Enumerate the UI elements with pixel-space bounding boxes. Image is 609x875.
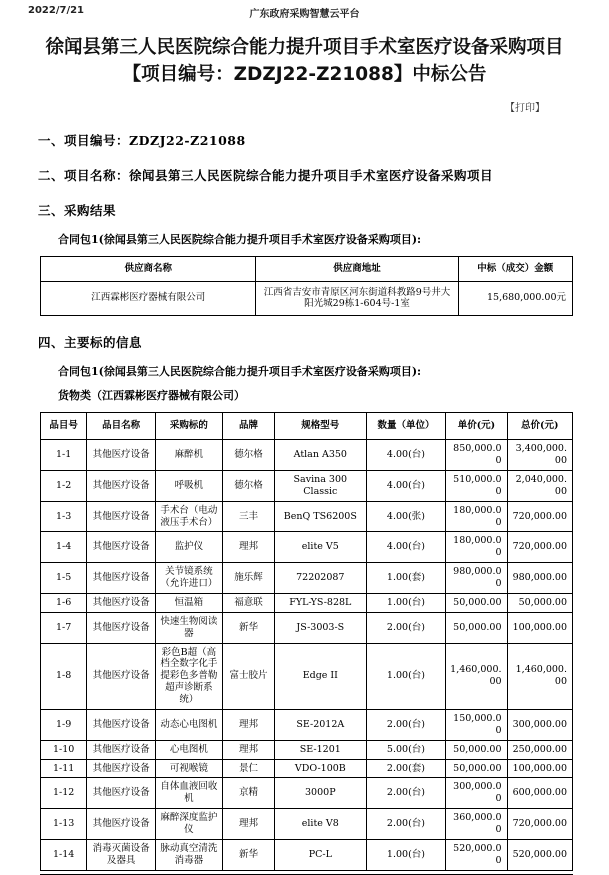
table-cell: 其他医疗设备 bbox=[87, 643, 156, 709]
table-row bbox=[41, 563, 573, 594]
table-cell: 理邦 bbox=[222, 740, 274, 759]
column-header: 中标（成交）金额 bbox=[458, 256, 572, 281]
document-body bbox=[38, 131, 572, 875]
print-button[interactable]: 【打印】 bbox=[505, 102, 545, 114]
goods-category-line: 货物类（江西霖彬医疗器械有限公司） bbox=[58, 389, 245, 403]
table-cell: 自体血液回收机 bbox=[155, 778, 222, 809]
table-cell: 1-13 bbox=[41, 809, 87, 840]
table-cell: 180,000.00 bbox=[446, 532, 507, 563]
print-button-row bbox=[0, 99, 545, 114]
table-cell: 1-7 bbox=[41, 612, 87, 643]
table-cell: JS-3003-S bbox=[275, 612, 367, 643]
table-cell: 50,000.00 bbox=[446, 759, 507, 778]
contract-package-line-result: 合同包1(徐闻县第三人民医院综合能力提升项目手术室医疗设备采购项目): bbox=[58, 232, 422, 246]
section-procurement-result-heading: 三、采购结果 bbox=[38, 202, 117, 218]
table-cell: 1-1 bbox=[41, 440, 87, 471]
table-cell: 250,000.00 bbox=[507, 740, 572, 759]
table-cell: FYL-YS-828L bbox=[275, 593, 367, 612]
table-cell: 手术台（电动液压手术台） bbox=[155, 501, 222, 532]
table-cell: 1-10 bbox=[41, 740, 87, 759]
table-row bbox=[41, 440, 573, 471]
table-row bbox=[41, 709, 573, 740]
table-cell: 72202087 bbox=[275, 563, 367, 594]
table-cell: 心电图机 bbox=[155, 740, 222, 759]
table-cell: 理邦 bbox=[222, 709, 274, 740]
table-cell: 100,000.00 bbox=[507, 759, 572, 778]
table-cell: 其他医疗设备 bbox=[87, 778, 156, 809]
table-cell: 50,000.00 bbox=[446, 593, 507, 612]
table-cell: 1,460,000.00 bbox=[507, 643, 572, 709]
table-row bbox=[41, 839, 573, 870]
table-cell: Edge II bbox=[275, 643, 367, 709]
column-header: 供应商名称 bbox=[41, 256, 256, 281]
table-cell: 京精 bbox=[222, 778, 274, 809]
clipped-next-row-edge bbox=[40, 874, 573, 875]
table-cell: 动态心电图机 bbox=[155, 709, 222, 740]
table-cell: 江西省吉安市青原区河东街道科教路9号井大阳光城29栋1-604号-1室 bbox=[256, 281, 458, 316]
column-header: 品目号 bbox=[41, 413, 87, 440]
table-cell: 理邦 bbox=[222, 532, 274, 563]
column-header: 采购标的 bbox=[155, 413, 222, 440]
table-cell: 2,040,000.00 bbox=[507, 470, 572, 501]
table-row bbox=[41, 501, 573, 532]
table-cell: 其他医疗设备 bbox=[87, 759, 156, 778]
table-row bbox=[41, 778, 573, 809]
table-cell: 2.00(台) bbox=[366, 778, 446, 809]
table-cell: 麻醉深度监护仪 bbox=[155, 809, 222, 840]
table-cell: 理邦 bbox=[222, 809, 274, 840]
table-cell: 其他医疗设备 bbox=[87, 740, 156, 759]
table-cell: elite V8 bbox=[275, 809, 367, 840]
table-cell: 其他医疗设备 bbox=[87, 709, 156, 740]
table-cell: 720,000.00 bbox=[507, 809, 572, 840]
table-cell: 脉动真空清洗消毒器 bbox=[155, 839, 222, 870]
table-cell: 恒温箱 bbox=[155, 593, 222, 612]
table-cell: 3000P bbox=[275, 778, 367, 809]
table-row bbox=[41, 809, 573, 840]
table-cell: 其他医疗设备 bbox=[87, 809, 156, 840]
table-cell: BenQ TS6200S bbox=[275, 501, 367, 532]
table-cell: 300,000.00 bbox=[507, 709, 572, 740]
table-header-row bbox=[41, 413, 573, 440]
table-cell: 其他医疗设备 bbox=[87, 563, 156, 594]
platform-name: 广东政府采购智慧云平台 bbox=[249, 9, 360, 20]
table-row bbox=[41, 281, 573, 316]
table-cell: 德尔格 bbox=[222, 440, 274, 471]
table-cell: 5.00(台) bbox=[366, 740, 446, 759]
section-project-number: 一、项目编号：ZDZJ22-Z21088 bbox=[38, 132, 246, 148]
table-cell: VDO-100B bbox=[275, 759, 367, 778]
table-cell: 980,000.00 bbox=[507, 563, 572, 594]
table-cell: 50,000.00 bbox=[507, 593, 572, 612]
table-cell: 其他医疗设备 bbox=[87, 440, 156, 471]
table-cell: SE-1201 bbox=[275, 740, 367, 759]
table-cell: 850,000.00 bbox=[446, 440, 507, 471]
items-detail-table bbox=[40, 412, 573, 870]
table-cell: 麻醉机 bbox=[155, 440, 222, 471]
table-cell: 其他医疗设备 bbox=[87, 593, 156, 612]
print-header bbox=[0, 0, 609, 20]
table-cell: 720,000.00 bbox=[507, 501, 572, 532]
table-row bbox=[41, 593, 573, 612]
column-header: 规格型号 bbox=[275, 413, 367, 440]
table-row bbox=[41, 532, 573, 563]
table-cell: 其他医疗设备 bbox=[87, 532, 156, 563]
table-cell: 720,000.00 bbox=[507, 532, 572, 563]
section-main-subject-heading: 四、主要标的信息 bbox=[38, 335, 143, 351]
table-cell: 1-2 bbox=[41, 470, 87, 501]
table-cell: 300,000.00 bbox=[446, 778, 507, 809]
table-cell: 100,000.00 bbox=[507, 612, 572, 643]
column-header: 供应商地址 bbox=[256, 256, 458, 281]
table-cell: 4.00(台) bbox=[366, 440, 446, 471]
table-cell: 其他医疗设备 bbox=[87, 612, 156, 643]
table-cell: 50,000.00 bbox=[446, 612, 507, 643]
table-cell: 1-14 bbox=[41, 839, 87, 870]
table-cell: 新华 bbox=[222, 612, 274, 643]
table-cell: 180,000.00 bbox=[446, 501, 507, 532]
table-cell: 新华 bbox=[222, 839, 274, 870]
table-cell: 消毒灭菌设备及器具 bbox=[87, 839, 156, 870]
table-cell: Savina 300 Classic bbox=[275, 470, 367, 501]
table-cell: 关节镜系统（允许进口） bbox=[155, 563, 222, 594]
table-cell: Atlan A350 bbox=[275, 440, 367, 471]
table-cell: 快速生物阅读器 bbox=[155, 612, 222, 643]
table-cell: 150,000.00 bbox=[446, 709, 507, 740]
table-cell: 15,680,000.00元 bbox=[458, 281, 572, 316]
table-cell: 富士胶片 bbox=[222, 643, 274, 709]
table-cell: 1-6 bbox=[41, 593, 87, 612]
table-cell: 520,000.00 bbox=[507, 839, 572, 870]
table-cell: 50,000.00 bbox=[446, 740, 507, 759]
table-cell: 福意联 bbox=[222, 593, 274, 612]
table-cell: 1-4 bbox=[41, 532, 87, 563]
table-cell: 3,400,000.00 bbox=[507, 440, 572, 471]
table-cell: 2.00(台) bbox=[366, 612, 446, 643]
table-row bbox=[41, 612, 573, 643]
table-cell: 监护仪 bbox=[155, 532, 222, 563]
table-cell: 呼吸机 bbox=[155, 470, 222, 501]
table-cell: 景仁 bbox=[222, 759, 274, 778]
table-cell: 980,000.00 bbox=[446, 563, 507, 594]
table-cell: 德尔格 bbox=[222, 470, 274, 501]
table-cell: 2.00(台) bbox=[366, 809, 446, 840]
table-cell: 1-3 bbox=[41, 501, 87, 532]
table-cell: 1.00(台) bbox=[366, 593, 446, 612]
table-cell: 4.00(台) bbox=[366, 532, 446, 563]
contract-package-line-items: 合同包1(徐闻县第三人民医院综合能力提升项目手术室医疗设备采购项目): bbox=[58, 365, 422, 379]
table-cell: elite V5 bbox=[275, 532, 367, 563]
column-header: 品目名称 bbox=[87, 413, 156, 440]
table-cell: 1.00(套) bbox=[366, 563, 446, 594]
table-cell: 4.00(张) bbox=[366, 501, 446, 532]
table-cell: 可视喉镜 bbox=[155, 759, 222, 778]
table-cell: SE-2012A bbox=[275, 709, 367, 740]
table-cell: 1-5 bbox=[41, 563, 87, 594]
table-cell: 彩色B超（高档全数字化手提彩色多普勒超声诊断系统） bbox=[155, 643, 222, 709]
table-cell: 1,460,000.00 bbox=[446, 643, 507, 709]
table-cell: 1-9 bbox=[41, 709, 87, 740]
table-header-row bbox=[41, 256, 573, 281]
table-row bbox=[41, 740, 573, 759]
table-cell: 4.00(台) bbox=[366, 470, 446, 501]
column-header: 总价(元) bbox=[507, 413, 572, 440]
table-row bbox=[41, 759, 573, 778]
table-cell: 1-11 bbox=[41, 759, 87, 778]
table-cell: 1-8 bbox=[41, 643, 87, 709]
table-cell: 1.00(台) bbox=[366, 839, 446, 870]
supplier-result-table bbox=[40, 256, 573, 317]
table-row bbox=[41, 470, 573, 501]
table-cell: 1-12 bbox=[41, 778, 87, 809]
column-header: 品牌 bbox=[222, 413, 274, 440]
table-cell: 1.00(台) bbox=[366, 643, 446, 709]
table-cell: 360,000.00 bbox=[446, 809, 507, 840]
table-cell: 施乐辉 bbox=[222, 563, 274, 594]
table-cell: 520,000.00 bbox=[446, 839, 507, 870]
table-cell: 2.00(台) bbox=[366, 709, 446, 740]
table-cell: 2.00(套) bbox=[366, 759, 446, 778]
column-header: 数量（单位） bbox=[366, 413, 446, 440]
table-row bbox=[41, 643, 573, 709]
table-cell: 江西霖彬医疗器械有限公司 bbox=[41, 281, 256, 316]
table-cell: 其他医疗设备 bbox=[87, 501, 156, 532]
column-header: 单价(元) bbox=[446, 413, 507, 440]
table-cell: 600,000.00 bbox=[507, 778, 572, 809]
table-cell: 三丰 bbox=[222, 501, 274, 532]
print-date: 2022/7/21 bbox=[28, 5, 85, 16]
page-title: 徐闻县第三人民医院综合能力提升项目手术室医疗设备采购项目【项目编号：ZDZJ22-Z21088】中标公告 bbox=[45, 37, 564, 85]
table-cell: 510,000.00 bbox=[446, 470, 507, 501]
section-project-name: 二、项目名称：徐闻县第三人民医院综合能力提升项目手术室医疗设备采购项目 bbox=[38, 167, 494, 183]
table-cell: 其他医疗设备 bbox=[87, 470, 156, 501]
table-cell: PC-L bbox=[275, 839, 367, 870]
